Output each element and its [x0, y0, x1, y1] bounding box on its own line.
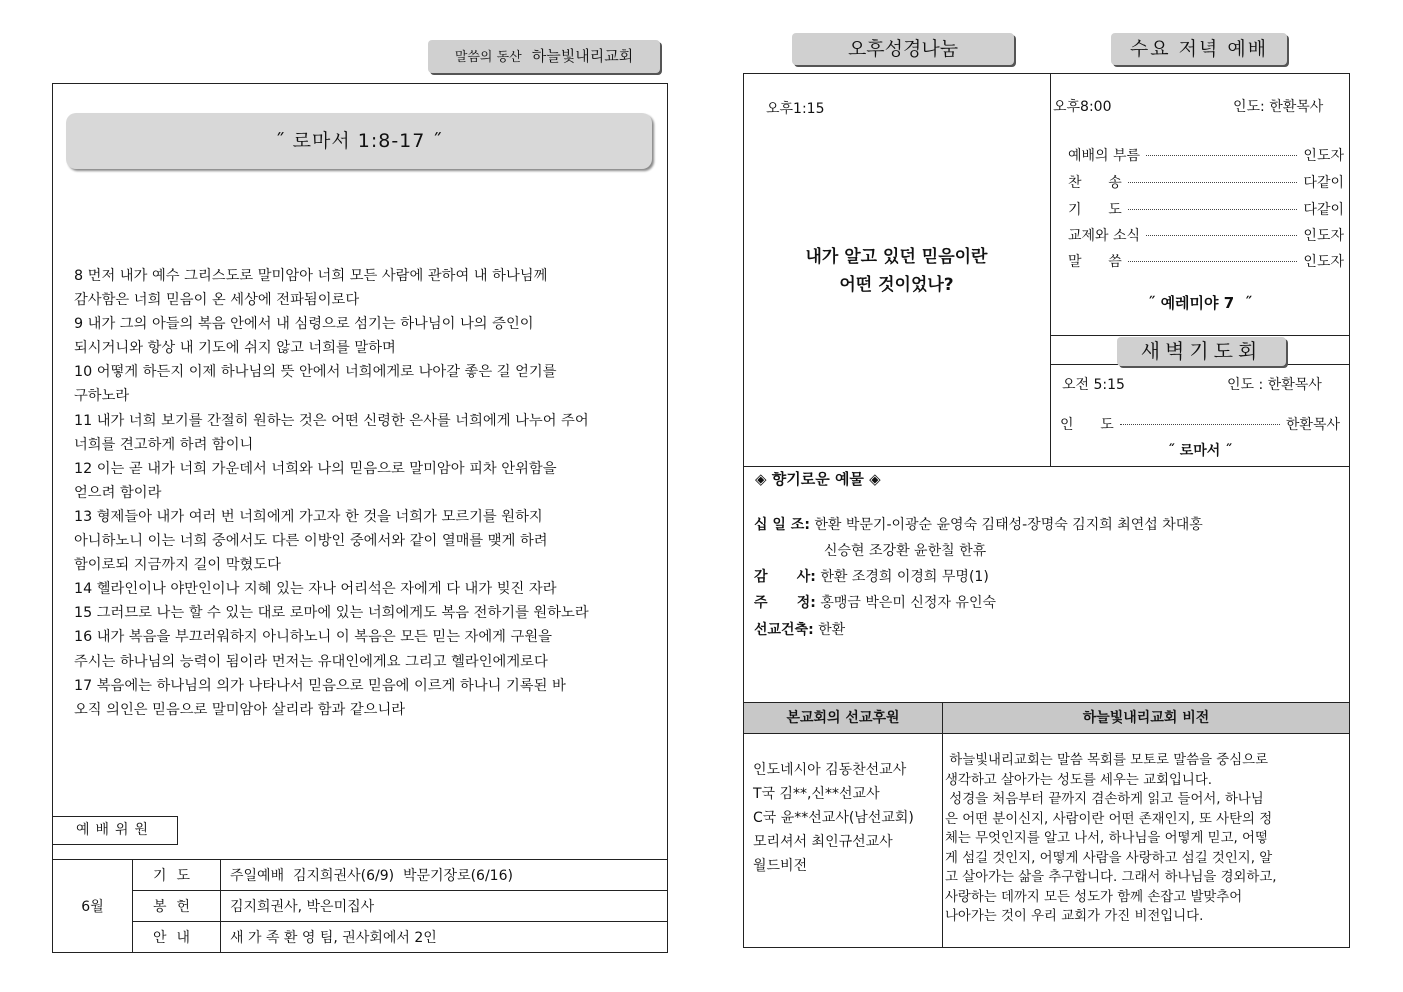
scripture-line: 오직 의인은 믿음으로 말미암아 살리라 함과 같으니라 — [74, 701, 406, 718]
afternoon-topic — [744, 243, 1049, 299]
order-value: 다같이 — [1303, 175, 1344, 191]
church-vision-text — [945, 751, 1347, 927]
table-row — [53, 891, 668, 922]
service-order-item — [1068, 145, 1344, 165]
scripture-line: 15 그러므로 나는 할 수 있는 대로 로마에 있는 너희에게도 복음 전하기를 원하노라 — [74, 605, 589, 622]
wednesday-time: 오후8:00 — [1053, 99, 1112, 115]
offering-row — [754, 619, 845, 639]
assignee-cell: 김지희권사, 박은미집사 — [221, 891, 668, 922]
mission-support-list — [753, 758, 914, 878]
dawn-leader: 인도 : 한환목사 — [1227, 377, 1322, 393]
table-row — [53, 922, 668, 953]
offering-row — [754, 592, 996, 612]
scripture-line: 되시거니와 항상 내 기도에 쉬지 않고 너희를 말하며 — [74, 340, 396, 357]
scripture-line: 14 헬라인이나 야만인이나 지혜 있는 자나 어리석은 자에게 다 내가 빚진 자라 — [74, 581, 557, 598]
scripture-line: 9 내가 그의 아들의 복음 안에서 내 심령으로 섬기는 하나님이 나의 증인이 — [74, 316, 534, 333]
vision-line: 생각하고 살아가는 성도를 세우는 교회입니다. — [945, 772, 1213, 788]
order-value: 한환목사 — [1285, 417, 1340, 433]
scripture-line: 함이로되 지금까지 길이 막혔도다 — [74, 557, 281, 574]
role-cell: 안내 — [133, 922, 221, 953]
dawn-prayer-tag: 새벽기도회 — [1117, 337, 1286, 366]
topic-line: 내가 알고 있던 믿음이란 — [805, 247, 988, 267]
scripture-line: 아니하노니 이는 너희 중에서도 다른 이방인 중에서와 같이 열매를 맺게 하려 — [74, 533, 548, 550]
divider — [1050, 335, 1350, 336]
order-value: 인도자 — [1303, 228, 1344, 244]
wednesday-service-tag: 수요 저녁 예배 — [1111, 33, 1287, 65]
scripture-line: 11 내가 너희 보기를 간절히 원하는 것은 어떤 신령한 은사를 너희에게 나누어 주어 — [74, 412, 589, 429]
vision-line: 체는 무엇인지를 알고 나서, 하나님을 어떻게 믿고, 어떻 — [945, 831, 1268, 846]
offering-row — [754, 514, 1203, 534]
vision-line: 성경을 처음부터 끝까지 겸손하게 읽고 들어서, 하나님 — [945, 792, 1264, 807]
vision-line: 사랑하는 데까지 모든 성도가 함께 손잡고 발맞추어 — [945, 889, 1243, 905]
church-name-tag — [428, 40, 660, 73]
assignee-cell: 새 가 족 환 영 팀, 권사회에서 2인 — [221, 922, 668, 953]
divider — [1050, 73, 1051, 466]
order-label: 예배의 부름 — [1068, 148, 1141, 164]
offering-label: 주 정: — [754, 595, 816, 611]
vision-line: 하늘빛내리교회는 말씀 목회를 모토로 말씀을 중심으로 — [945, 753, 1269, 768]
list-item: C국 윤**선교사(남선교회) — [753, 810, 914, 826]
mission-support-header: 본교회의 선교후원 — [744, 703, 942, 733]
scripture-line: 17 복음에는 하나님의 의가 나타나서 믿음으로 믿음에 이르게 하나니 기록된 바 — [74, 677, 566, 694]
order-label: 말 씀 — [1068, 254, 1122, 270]
divider — [743, 466, 1350, 467]
scripture-line: 구하노라 — [74, 388, 130, 405]
order-label: 기 도 — [1068, 202, 1122, 218]
church-vision-header: 하늘빛내리교회 비전 — [943, 703, 1349, 733]
service-order-item — [1068, 199, 1344, 219]
month-cell: 6월 — [53, 860, 133, 953]
vision-line: 나아가는 것이 우리 교회가 가진 비전입니다. — [945, 909, 1204, 924]
offering-label: 십 일 조: — [754, 517, 810, 533]
order-label: 교제와 소식 — [1068, 228, 1141, 244]
list-item: 인도네시아 김동찬선교사 — [753, 762, 907, 778]
scripture-line: 10 어떻게 하든지 이제 하나님의 뜻 안에서 너희에게로 나아갈 좋은 길 얻기를 — [74, 364, 557, 381]
offering-label: 감 사: — [754, 569, 816, 585]
dawn-order-item — [1060, 414, 1340, 434]
scripture-line: 너희를 견고하게 하려 함이니 — [74, 436, 254, 453]
scripture-line: 13 형제들아 내가 여러 번 너희에게 가고자 한 것을 너희가 모르기를 원하지 — [74, 508, 543, 525]
worship-committee-table — [52, 859, 668, 953]
scripture-line: 얻으려 함이라 — [74, 484, 162, 501]
worship-committee-label: 예배위원 — [52, 816, 178, 845]
church-motto: 말씀의 동산 — [454, 50, 522, 65]
service-order-item — [1068, 172, 1344, 192]
order-label: 찬 송 — [1068, 175, 1122, 191]
order-value: 다같이 — [1303, 202, 1344, 218]
offering-names: 신승현 조강환 윤한칠 한휴 — [824, 543, 987, 559]
divider — [942, 702, 943, 948]
offering-names: 한환 조경희 이경희 무명(1) — [820, 569, 989, 585]
role-cell: 봉헌 — [133, 891, 221, 922]
list-item: 월드비전 — [753, 858, 808, 874]
afternoon-bible-study-tag: 오후성경나눔 — [792, 33, 1014, 65]
wednesday-leader: 인도: 한환목사 — [1233, 99, 1324, 115]
offering-label: 선교건축: — [754, 622, 814, 638]
order-label: 인 도 — [1060, 417, 1114, 433]
service-order-item — [1068, 225, 1344, 245]
dawn-time: 오전 5:15 — [1062, 377, 1125, 393]
wednesday-scripture: ˝ 예레미야 7 ˝ — [1147, 294, 1253, 312]
offering-row — [754, 566, 989, 586]
church-name: 하늘빛내리교회 — [531, 47, 634, 65]
service-order-item — [1068, 251, 1344, 271]
scripture-line: 감사함은 너희 믿음이 온 세상에 전파됨이로다 — [74, 292, 360, 309]
scripture-text — [74, 264, 664, 722]
sermon-verse-title: ˝ 로마서 1:8-17 ˝ — [66, 113, 652, 169]
table-row — [53, 860, 668, 891]
list-item: T국 김**,신**선교사 — [753, 786, 880, 802]
scripture-line: 주시는 하나님의 능력이 됨이라 먼저는 유대인에게요 그리고 헬라인에게로다 — [74, 653, 548, 670]
dawn-scripture: ˝ 로마서 ˝ — [1167, 443, 1233, 459]
divider — [743, 733, 1350, 734]
scripture-line: 16 내가 복음을 부끄러워하지 아니하노니 이 복음은 모든 믿는 자에게 구원을 — [74, 629, 552, 646]
offering-title: ◈ 향기로운 예물 ◈ — [755, 470, 881, 488]
vision-line: 게 섬길 것인지, 어떻게 사람을 사랑하고 섬길 것인지, 알 — [945, 850, 1273, 866]
topic-line: 어떤 것이었나? — [839, 275, 954, 295]
vision-line: 은 어떤 분이신지, 사람이란 어떤 존재인지, 또 사탄의 정 — [945, 811, 1273, 827]
assignee-cell: 주일예배 김지희권사(6/9) 박문기장로(6/16) — [221, 860, 668, 891]
order-value: 인도자 — [1303, 254, 1344, 270]
list-item: 모리셔서 최인규선교사 — [753, 834, 893, 850]
afternoon-time: 오후1:15 — [766, 101, 825, 117]
scripture-line: 12 이는 곧 내가 너희 가운데서 너희와 나의 믿음으로 말미암아 피차 안위함을 — [74, 460, 557, 477]
order-value: 인도자 — [1303, 148, 1344, 164]
role-cell: 기도 — [133, 860, 221, 891]
offering-names: 홍맹금 박은미 신정자 유인숙 — [820, 595, 996, 611]
scripture-line: 8 먼저 내가 예수 그리스도로 말미암아 너희 모든 사람에 관하여 내 하나님께 — [74, 268, 548, 284]
offering-names: 한환 — [818, 622, 846, 638]
offering-row — [824, 540, 986, 560]
offering-names: 한환 박문기-이광순 윤영숙 김태성-장명숙 김지희 최연섭 차대홍 — [814, 517, 1203, 533]
vision-line: 고 살아가는 삶을 추구합니다. 그래서 하나님을 경외하고, — [945, 870, 1277, 885]
